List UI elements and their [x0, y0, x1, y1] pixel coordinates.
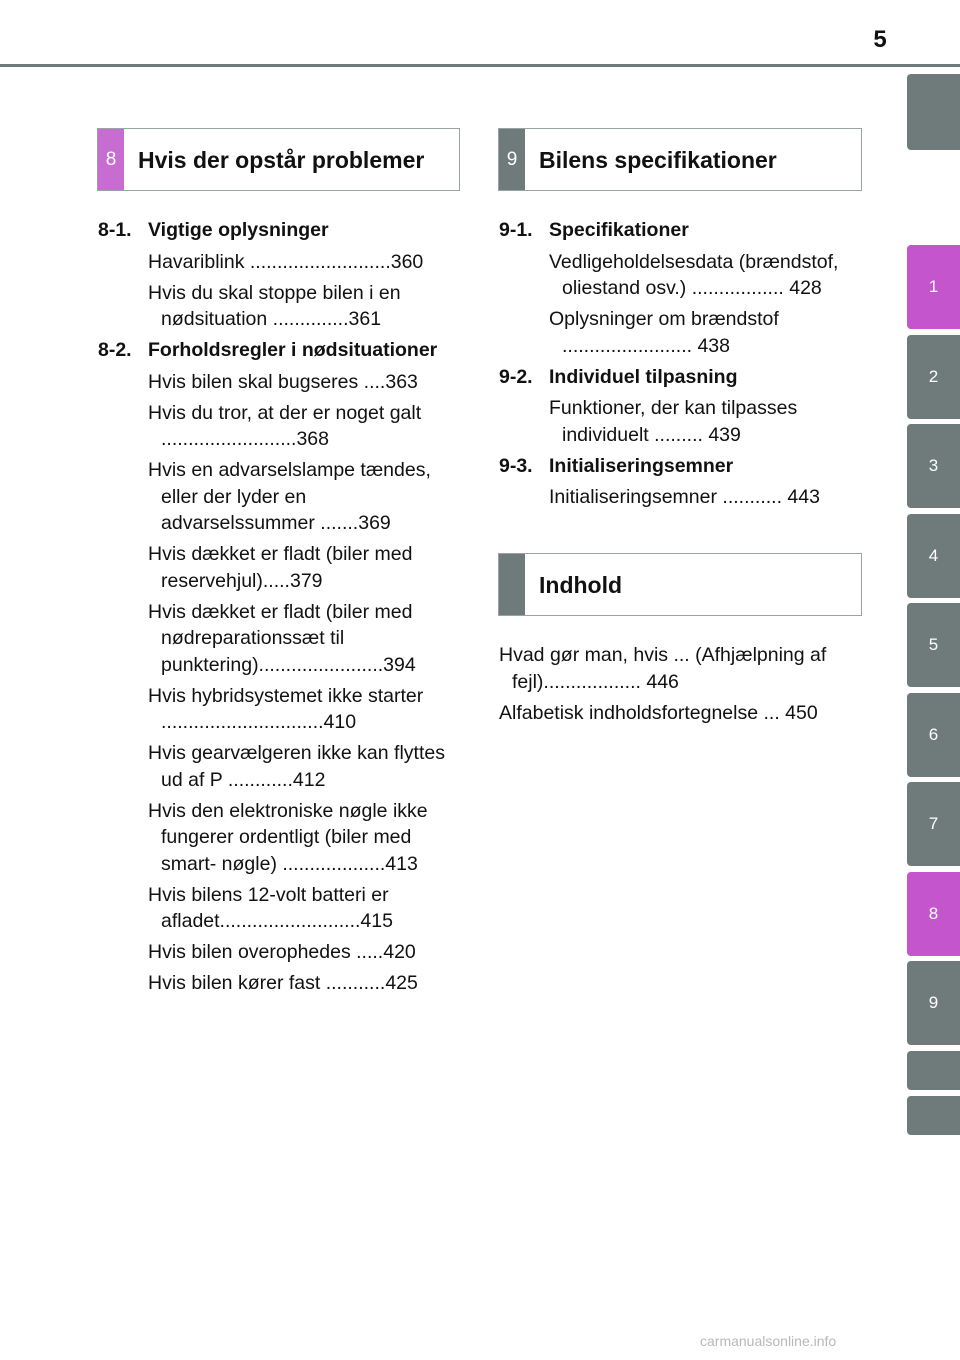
toc-entry[interactable]: Hvis bilen kører fast ...........425	[148, 972, 418, 994]
section-9-title: Bilens specifikationer	[539, 146, 777, 173]
chapter-tab-7[interactable]	[907, 782, 960, 866]
toc-entry[interactable]: Hvis en advarselslampe tændes, eller der lyder en advarselssummer .......369	[148, 459, 431, 534]
chapter-tab-label: 1	[928, 277, 939, 296]
subheading-title: Individuel tilpasning	[549, 365, 738, 388]
section-9-number: 9	[499, 129, 525, 190]
toc-entry[interactable]: Hvis den elektroniske nøgle ikke fungerer ordentligt (biler med smart- nøgle) ...................413	[148, 799, 428, 875]
chapter-tab-3[interactable]	[907, 424, 960, 508]
chapter-tab-label: 5	[928, 635, 939, 654]
subheading-number: 9-2.	[499, 365, 533, 388]
toc-subheading-8-2[interactable]	[98, 337, 450, 364]
toc-subheading-9-2[interactable]	[499, 364, 853, 391]
toc-entry[interactable]: Funktioner, der kan tilpasses individuelt ......... 439	[549, 397, 798, 446]
toc-entry[interactable]: Alfabetisk indholdsfortegnelse ... 450	[499, 701, 818, 724]
toc-entry[interactable]: Hvis dækket er fladt (biler med nødreparationssæt til punktering).......................394	[148, 600, 416, 676]
toc-subheading-9-3[interactable]	[499, 453, 853, 480]
chapter-tab-label: 7	[928, 814, 939, 833]
index-section-title: Indhold	[539, 571, 623, 598]
index-section-toc	[499, 642, 853, 731]
toc-entry[interactable]: Hvis du skal stoppe bilen i en nødsituation ..............361	[148, 281, 401, 330]
chapter-tab-label: 9	[928, 993, 939, 1012]
toc-entry[interactable]: Hvis dækket er fladt (biler med reservehjul).....379	[148, 543, 413, 592]
chapter-tab-label: 6	[928, 725, 939, 744]
subheading-title: Initialiseringsemner	[549, 454, 734, 477]
chapter-tab-5[interactable]	[907, 603, 960, 687]
toc-entry[interactable]: Hvis gearvælgeren ikke kan flyttes ud af P ............412	[148, 742, 445, 791]
chapter-tab-label: 4	[928, 546, 939, 565]
toc-entry[interactable]: Hvis bilen skal bugseres ....363	[148, 370, 418, 393]
section-8-number: 8	[98, 129, 124, 190]
chapter-tab-1[interactable]	[907, 245, 960, 329]
index-section-header	[498, 553, 862, 616]
section-9-toc	[499, 217, 853, 515]
chapter-tab-label: 2	[928, 367, 939, 386]
chapter-tabs	[907, 0, 960, 1360]
chapter-tab-blank-11[interactable]	[907, 1096, 960, 1135]
chapter-tab-8[interactable]	[907, 872, 960, 956]
toc-entry[interactable]: Havariblink ..........................360	[148, 250, 424, 273]
chapter-tab-2[interactable]	[907, 335, 960, 419]
toc-entry[interactable]: Vedligeholdelsesdata (brændstof, oliestand osv.) ................. 428	[549, 250, 839, 299]
subheading-title: Specifikationer	[549, 219, 689, 241]
toc-entry[interactable]: Hvis bilen overophedes .....420	[148, 941, 416, 963]
chapter-tab-4[interactable]	[907, 514, 960, 598]
subheading-title: Vigtige oplysninger	[148, 219, 329, 241]
top-rule	[0, 64, 960, 67]
section-8-header	[97, 128, 460, 191]
chapter-tab-6[interactable]	[907, 693, 960, 777]
chapter-tab-9[interactable]	[907, 961, 960, 1045]
toc-subheading-9-1[interactable]	[499, 217, 853, 244]
toc-entry[interactable]: Hvis du tror, at der er noget galt .........................368	[148, 401, 422, 450]
subheading-number: 9-3.	[499, 454, 533, 477]
toc-entry[interactable]: Hvis hybridsystemet ikke starter ..............................410	[148, 684, 424, 733]
watermark: carmanualsonline.info	[700, 1333, 837, 1349]
toc-entry[interactable]: Initialiseringsemner ........... 443	[549, 486, 820, 508]
subheading-title: Forholdsregler i nødsituationer	[148, 339, 438, 361]
subheading-number: 8-1.	[98, 219, 132, 241]
chapter-tab-label: 8	[928, 904, 939, 923]
toc-entry[interactable]: Hvis bilens 12-volt batteri er afladet..........................415	[148, 883, 393, 932]
subheading-number: 9-1.	[499, 219, 533, 241]
section-8-title: Hvis der opstår problemer	[138, 146, 425, 173]
toc-entry[interactable]: Oplysninger om brændstof ........................ 438	[549, 308, 779, 357]
index-section-marker	[499, 554, 525, 615]
section-9-header	[498, 128, 862, 191]
chapter-tab-label: 3	[928, 456, 939, 475]
section-8-toc	[98, 217, 450, 1001]
chapter-tab-blank-10[interactable]	[907, 1051, 960, 1090]
toc-subheading-8-1[interactable]	[98, 217, 450, 244]
subheading-number: 8-2.	[98, 339, 132, 361]
toc-entry[interactable]: Hvad gør man, hvis ... (Afhjælpning af fejl).................. 446	[499, 644, 827, 693]
page-number: 5	[873, 26, 887, 53]
chapter-tab-blank-top[interactable]	[907, 74, 960, 150]
